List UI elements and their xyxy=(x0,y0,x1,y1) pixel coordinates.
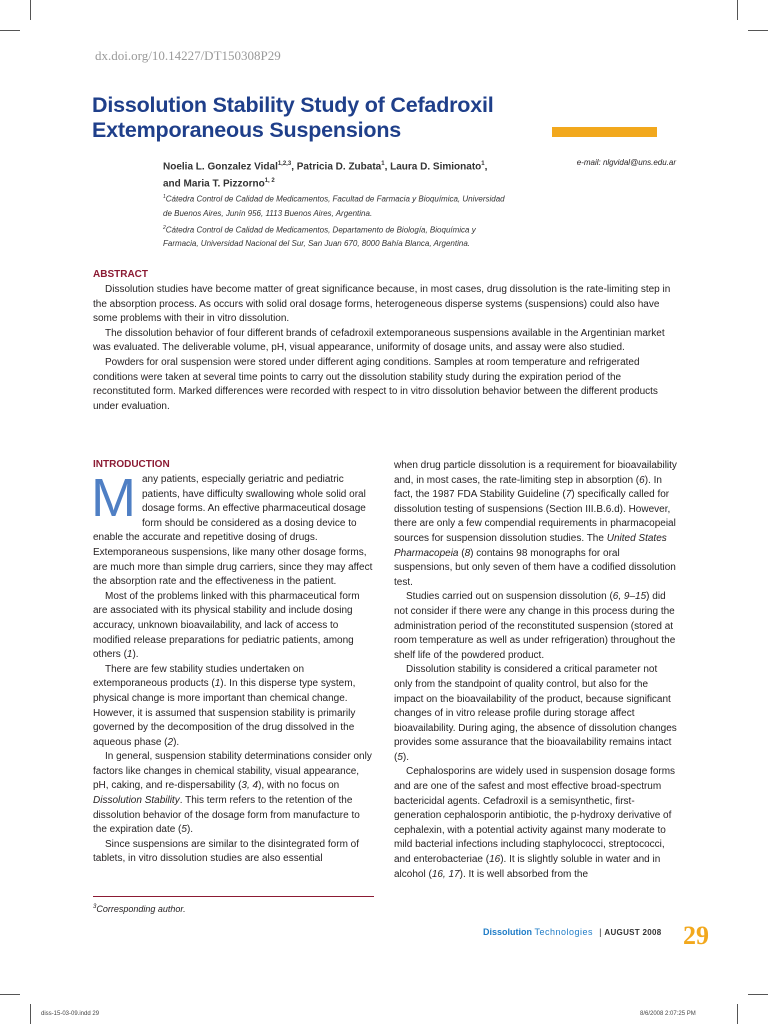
column-left xyxy=(91,468,373,867)
journal-name-light: Technologies xyxy=(534,927,594,937)
intro-paragraph: Since suspensions are similar to the disintegrated form of tablets, in vitro dissolution studies are also essential xyxy=(93,838,360,865)
accent-bar xyxy=(552,127,657,137)
crop-mark-bottom-left-v xyxy=(30,1004,31,1024)
crop-mark-bottom-right xyxy=(748,994,768,995)
affiliation-superscript: 1 xyxy=(163,194,166,200)
drop-cap: M xyxy=(91,468,136,528)
crop-mark-top-right xyxy=(748,30,768,31)
abstract-paragraph: Dissolution studies have become matter of great significance because, in most cases, drug dissolution is the rate-limiting step in the absorption process. As occurs with solid oral dosage forms, heterogeneous disperse systems (suspensions) could also have some problems with their in vitro dissolution. xyxy=(93,284,671,325)
intro-paragraph: when drug particle dissolution is a requirement for bioavailability and, in most cases, the rate-limiting step in absorption (6). In fact, the 1987 FDA Stability Guideline (7) specifically called for dissolution testing of suspensions (Section III.B.6.d). However, there are only a few compendial requirements in pharmacopeial sources for suspension dissolution studies. The United States Pharmacopeia (8) contains 98 monographs for oral suspensions, but only seven of them have a codified dissolution test. xyxy=(394,460,677,588)
citation-ref[interactable]: 3, 4 xyxy=(241,780,259,792)
citation-ref[interactable]: 6 xyxy=(639,474,645,486)
abstract-paragraph: Powders for oral suspension were stored under different aging conditions. Samples at room temperature and refrigerated conditions were taken at several time points to carry out the dissolution stability study during the expiration period of the reconstituted form. Marked differences were recorded with respect to in vitro dissolution behavior between the different products under evaluation. xyxy=(93,356,658,412)
title-line-1: Dissolution Stability Study of Cefadroxil xyxy=(92,93,494,117)
emphasis-term: Dissolution Stability xyxy=(93,795,180,807)
column-right xyxy=(394,459,677,882)
affiliation-2-line-2: Farmacia, Universidad Nacional del Sur, San Juan 670, 8000 Bahía Blanca, Argentina. xyxy=(163,239,470,249)
citation-ref[interactable]: 5 xyxy=(397,751,403,763)
affiliation-1-line-1: Cátedra Control de Calidad de Medicamentos, Facultad de Farmacia y Bioquímica, Universidad xyxy=(165,194,505,204)
citation-ref[interactable]: 8 xyxy=(464,547,471,559)
citation-ref[interactable]: 16 xyxy=(489,854,501,866)
citation-ref[interactable]: 1 xyxy=(214,678,221,690)
affiliations xyxy=(163,190,523,251)
article-title xyxy=(92,93,572,143)
author-superscript: 1, 2 xyxy=(264,178,275,185)
author-superscript: 1 xyxy=(381,161,385,167)
footnote-marker: 3 xyxy=(93,904,97,910)
doi-link[interactable]: dx.doi.org/10.14227/DT150308P29 xyxy=(95,48,281,63)
print-slug-date: 8/6/2008 2:07:25 PM xyxy=(640,1011,696,1017)
page-number: 29 xyxy=(683,921,709,950)
crop-mark-bottom-left xyxy=(0,994,20,995)
emphasis-term: United States Pharmacopeia xyxy=(394,532,667,559)
introduction-heading: INTRODUCTION xyxy=(93,459,170,470)
author-separator: , xyxy=(484,161,488,173)
intro-paragraph: Many patients, especially geriatric and pediatric patients, have difficulty swallowing whole solid oral dosage forms. An effective pharmaceutical dosage form should be considered as a dosing device to enable the accurate and repetitive dosing of drugs. Extemporaneous suspensions, like many other dosage forms, are much more than simple drug carriers, since they may affect the absorption rate and the effectiveness in the patient. xyxy=(91,468,373,588)
affiliation-1-line-2: de Buenos Aires, Junín 956, 1113 Buenos Aires, Argentina. xyxy=(163,208,373,218)
abstract-body xyxy=(93,283,671,414)
author-superscript: 1 xyxy=(481,161,485,167)
abstract-heading: ABSTRACT xyxy=(93,269,148,280)
journal-footer xyxy=(483,927,662,937)
intro-paragraph: Most of the problems linked with this pharmaceutical form are associated with its physical stability and include dosing accuracy, unknown bioavailability, and lack of access to modified release preparations for pediatric patients, among others (1). xyxy=(93,590,360,661)
author-name: Noelia L. Gonzalez Vidal xyxy=(163,161,278,173)
crop-mark-top-left-v xyxy=(30,0,31,20)
citation-ref[interactable]: 2 xyxy=(167,736,174,748)
intro-paragraph: There are few stability studies undertaken on extemporaneous products (1). In this disperse type system, physical change is more important than chemical change. However, it is assumed that suspension stability is primarily governed by the decomposition of the drug dissolved in the aqueous phase (2). xyxy=(93,663,356,748)
author-list xyxy=(163,157,523,192)
citation-ref[interactable]: 5 xyxy=(181,824,187,836)
intro-paragraph: In general, suspension stability determinations consider only factors like changes in chemical stability, visual appearance, pH, caking, and re-dispersability (3, 4), with no focus on Dissolution Stability. This term refers to the retention of the dissolution behavior of the dosage form from manufacture to the expiration date (5). xyxy=(93,751,372,836)
journal-name-bold: Dissolution xyxy=(483,927,532,937)
affiliation-2-line-1: Cátedra Control de Calidad de Medicamentos, Departamento de Biología, Bioquímica y xyxy=(165,225,476,235)
author-name: , Patricia D. Zubata xyxy=(291,161,382,173)
footnote xyxy=(93,904,186,914)
intro-paragraph: Dissolution stability is considered a critical parameter not only from the standpoint of quality control, but also for the impact on the bioavailability of the product, because significant changes of in vitro release profile during storage affect bioavailability. During aging, the absence of dissolution changes provides some assurance that the bioavailability remains intact (5). xyxy=(394,664,677,763)
affiliation-superscript: 2 xyxy=(163,224,166,231)
crop-mark-top-left xyxy=(0,30,20,31)
intro-paragraph: Cephalosporins are widely used in suspension dosage forms and are one of the safest and most effective broad-spectrum bactericidal agents. Cefadroxil is a semisynthetic, first-generation cephalosporin antibiotic, the p-hydroxy derivative of cephalexin, with a potential activity against many moderate to mild bacterial infections including staphylococci, streptococci, and enterobacteriae (16). It is slightly soluble in water and in alcohol (16, 17). It is well absorbed from the xyxy=(394,766,676,880)
crop-mark-top-right-v xyxy=(737,0,738,20)
crop-mark-bottom-right-v xyxy=(737,1004,738,1024)
citation-ref[interactable]: 7 xyxy=(565,489,572,501)
footer-separator: | xyxy=(599,927,602,937)
author-superscript: 1,2,3 xyxy=(277,161,292,167)
citation-ref[interactable]: 16, 17 xyxy=(431,868,460,880)
abstract-paragraph: The dissolution behavior of four different brands of cefadroxil extemporaneous suspensions available in the Argentinian market was evaluated. The deliverable volume, pH, visual appearance, uniformity of dosage units, and assay were also studied. xyxy=(93,327,665,354)
title-line-2: Extemporaneous Suspensions xyxy=(92,118,402,142)
author-name: , Laura D. Simionato xyxy=(384,161,482,173)
footnote-text: Corresponding author. xyxy=(96,904,186,914)
corresponding-email[interactable]: e-mail: nlgvidal@uns.edu.ar xyxy=(576,158,676,167)
print-slug-file: diss-15-03-09.indd 29 xyxy=(41,1011,100,1017)
citation-ref[interactable]: 1 xyxy=(126,649,133,661)
author-name: and Maria T. Pizzorno xyxy=(163,178,265,190)
intro-paragraph: Studies carried out on suspension dissolution (6, 9–15) did not consider if there were any change in this process during the administration period of the reconstituted suspension (stored at room temperature as well as under refrigeration) throughout the shelf life of the powdered product. xyxy=(394,591,676,661)
footnote-rule xyxy=(93,896,374,897)
issue-date: AUGUST 2008 xyxy=(604,928,662,937)
citation-ref[interactable]: 6, 9–15 xyxy=(612,591,647,603)
